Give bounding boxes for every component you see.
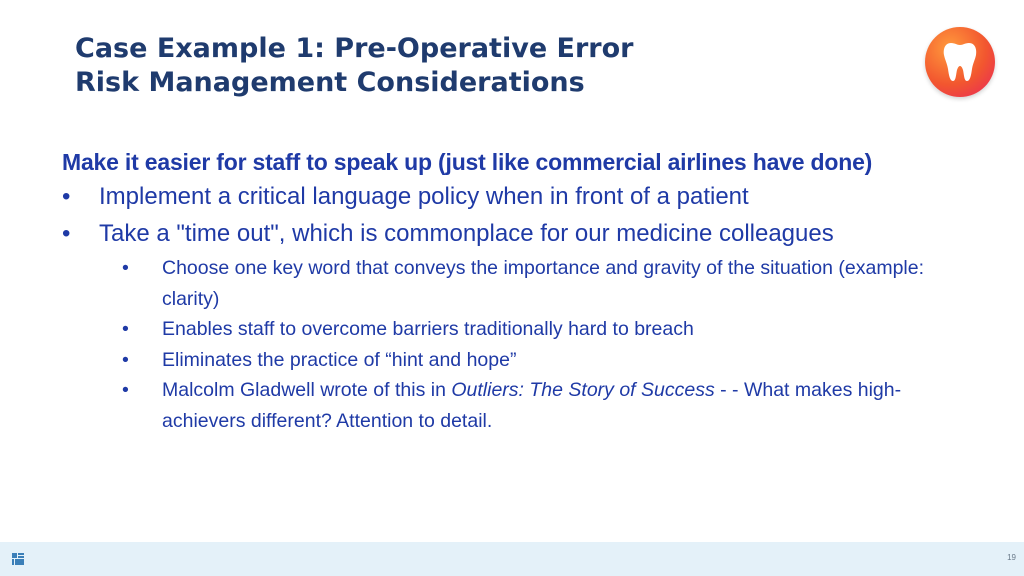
book-title: Outliers: The Story of Success bbox=[451, 379, 715, 401]
title-line-2: Risk Management Considerations bbox=[75, 67, 585, 98]
tooth-logo bbox=[925, 27, 995, 97]
sub-bullet-item: • Enables staff to overcome barriers traditionally hard to breach bbox=[62, 314, 982, 345]
slide-title bbox=[75, 32, 633, 100]
page-number: 19 bbox=[1007, 553, 1016, 562]
lead-statement: Make it easier for staff to speak up (just like commercial airlines have done) bbox=[62, 149, 873, 175]
bullet-item: • Take a "time out", which is commonplace for our medicine colleagues bbox=[62, 215, 1012, 252]
gladwell-text-end: - - What makes high-achievers different? Attention to detail. bbox=[162, 379, 902, 432]
sub-bullet-item: • Eliminates the practice of “hint and hope” bbox=[62, 345, 982, 376]
bullet-list bbox=[62, 178, 1012, 252]
sub-bullet-item: • Choose one key word that conveys the importance and gravity of the situation (example: clarity) bbox=[62, 253, 982, 314]
gladwell-text: Malcolm Gladwell wrote of this in bbox=[162, 379, 452, 401]
sub-bullet-list bbox=[62, 253, 1012, 436]
sub-bullet-item bbox=[62, 375, 982, 436]
footer-bar bbox=[0, 542, 1024, 576]
grid-logo-icon bbox=[12, 553, 24, 565]
title-line-1: Case Example 1: Pre-Operative Error bbox=[75, 33, 634, 64]
bullet-item: • Implement a critical language policy when in front of a patient bbox=[62, 178, 1012, 215]
tooth-icon bbox=[942, 41, 978, 83]
slide-body bbox=[62, 146, 1012, 436]
